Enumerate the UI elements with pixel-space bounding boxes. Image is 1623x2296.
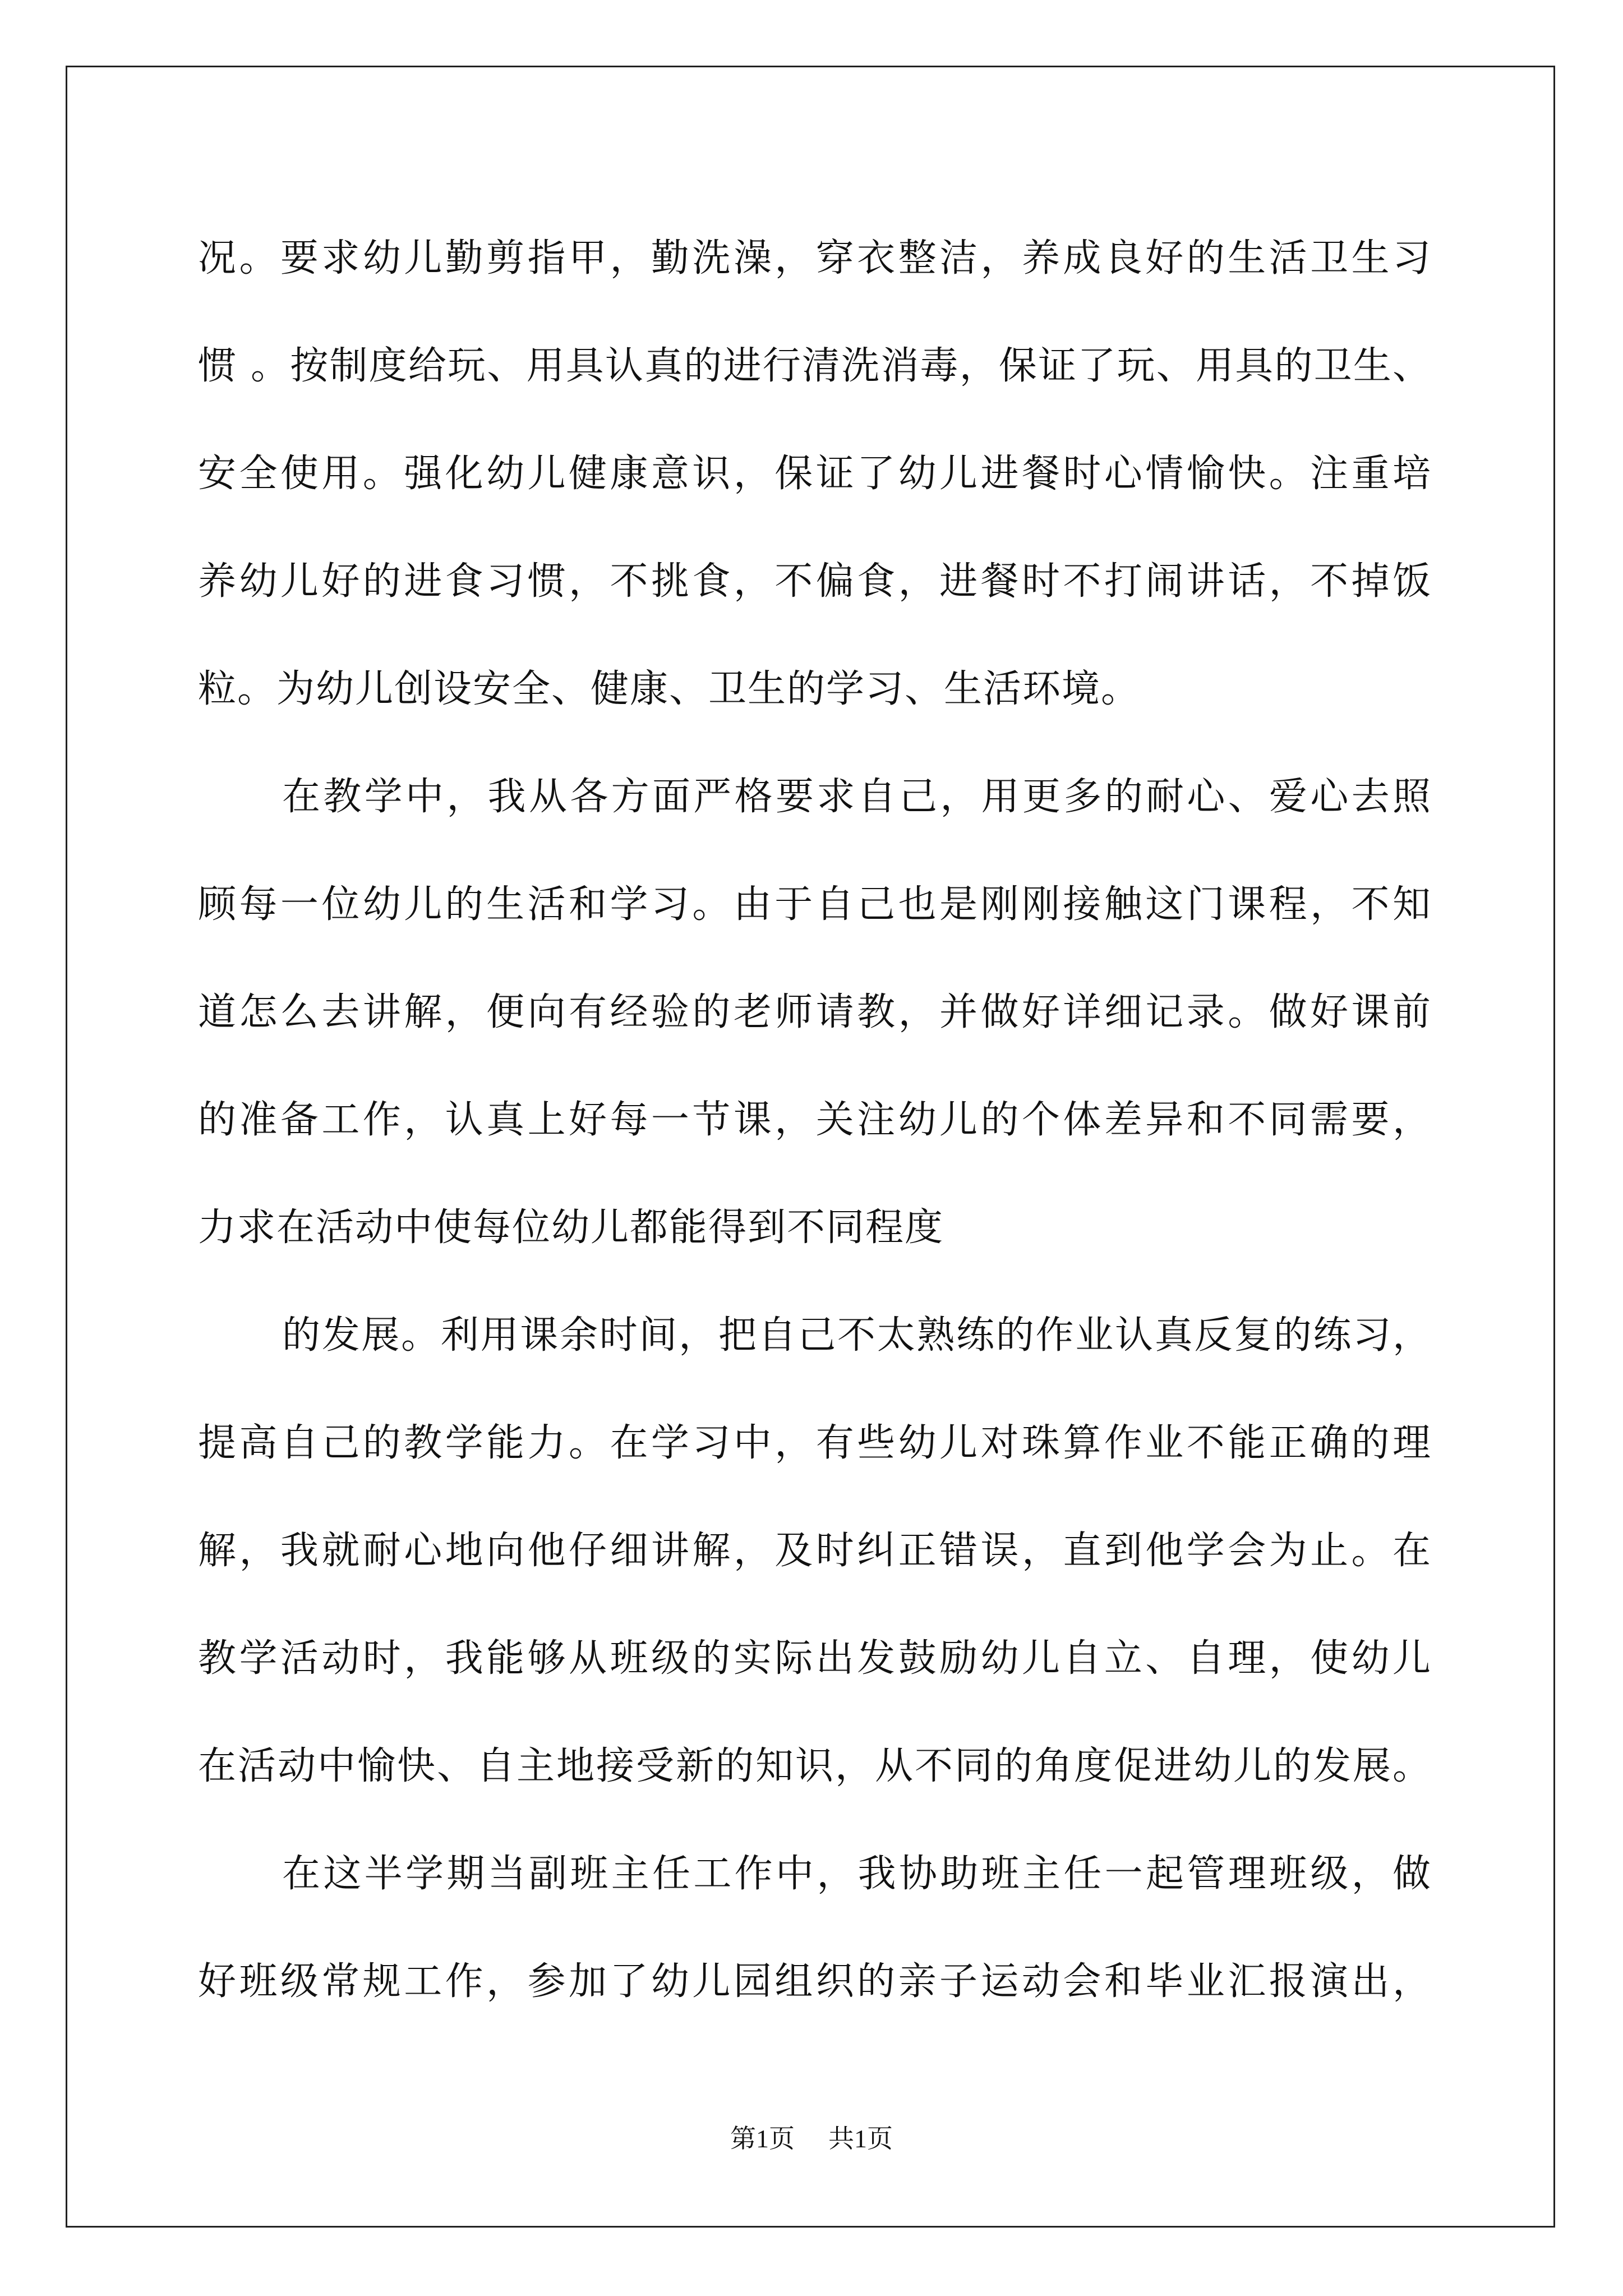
text-line: 好班级常规工作，参加了幼儿园组织的亲子运动会和毕业汇报演出， xyxy=(198,1959,1432,2004)
text-line: 的发展。利用课余时间，把自己不太熟练的作业认真反复的练习， xyxy=(282,1313,1432,1358)
text-line: 解，我就耐心地向他仔细讲解，及时纠正错误，直到他学会为止。在 xyxy=(198,1529,1432,1573)
page-footer xyxy=(0,2118,1623,2155)
text-line: 粒。为幼儿创设安全、健康、卫生的学习、生活环境。 xyxy=(198,667,1141,711)
text-line: 况。要求幼儿勤剪指甲，勤洗澡，穿衣整洁，养成良好的生活卫生习 xyxy=(198,236,1432,280)
page-total: 共1页 xyxy=(828,2124,893,2153)
document-body xyxy=(198,205,1432,2036)
text-line: 提高自己的教学能力。在学习中，有些幼儿对珠算作业不能正确的理 xyxy=(198,1421,1432,1465)
text-line: 顾每一位幼儿的生活和学习。由于自己也是刚刚接触这门课程，不知 xyxy=(198,882,1432,927)
page-number: 第1页 xyxy=(730,2124,795,2153)
text-line: 惯 。按制度给玩、用具认真的进行清洗消毒，保证了玩、用具的卫生、 xyxy=(198,344,1432,388)
text-line: 道怎么去讲解，便向有经验的老师请教，并做好详细记录。做好课前 xyxy=(198,990,1432,1034)
text-line: 在活动中愉快、自主地接受新的知识，从不同的角度促进幼儿的发展。 xyxy=(198,1744,1432,1788)
text-line: 力求在活动中使每位幼儿都能得到不同程度 xyxy=(198,1205,944,1250)
text-line: 在这半学期当副班主任工作中，我协助班主任一起管理班级，做 xyxy=(282,1852,1432,1896)
text-line: 养幼儿好的进食习惯，不挑食，不偏食，进餐时不打闹讲话，不掉饭 xyxy=(198,559,1432,604)
text-line: 的准备工作，认真上好每一节课，关注幼儿的个体差异和不同需要， xyxy=(198,1098,1432,1142)
text-line: 安全使用。强化幼儿健康意识，保证了幼儿进餐时心情愉快。注重培 xyxy=(198,452,1432,496)
text-line: 教学活动时，我能够从班级的实际出发鼓励幼儿自立、自理，使幼儿 xyxy=(198,1636,1432,1681)
text-line: 在教学中，我从各方面严格要求自己，用更多的耐心、爱心去照 xyxy=(282,775,1432,819)
